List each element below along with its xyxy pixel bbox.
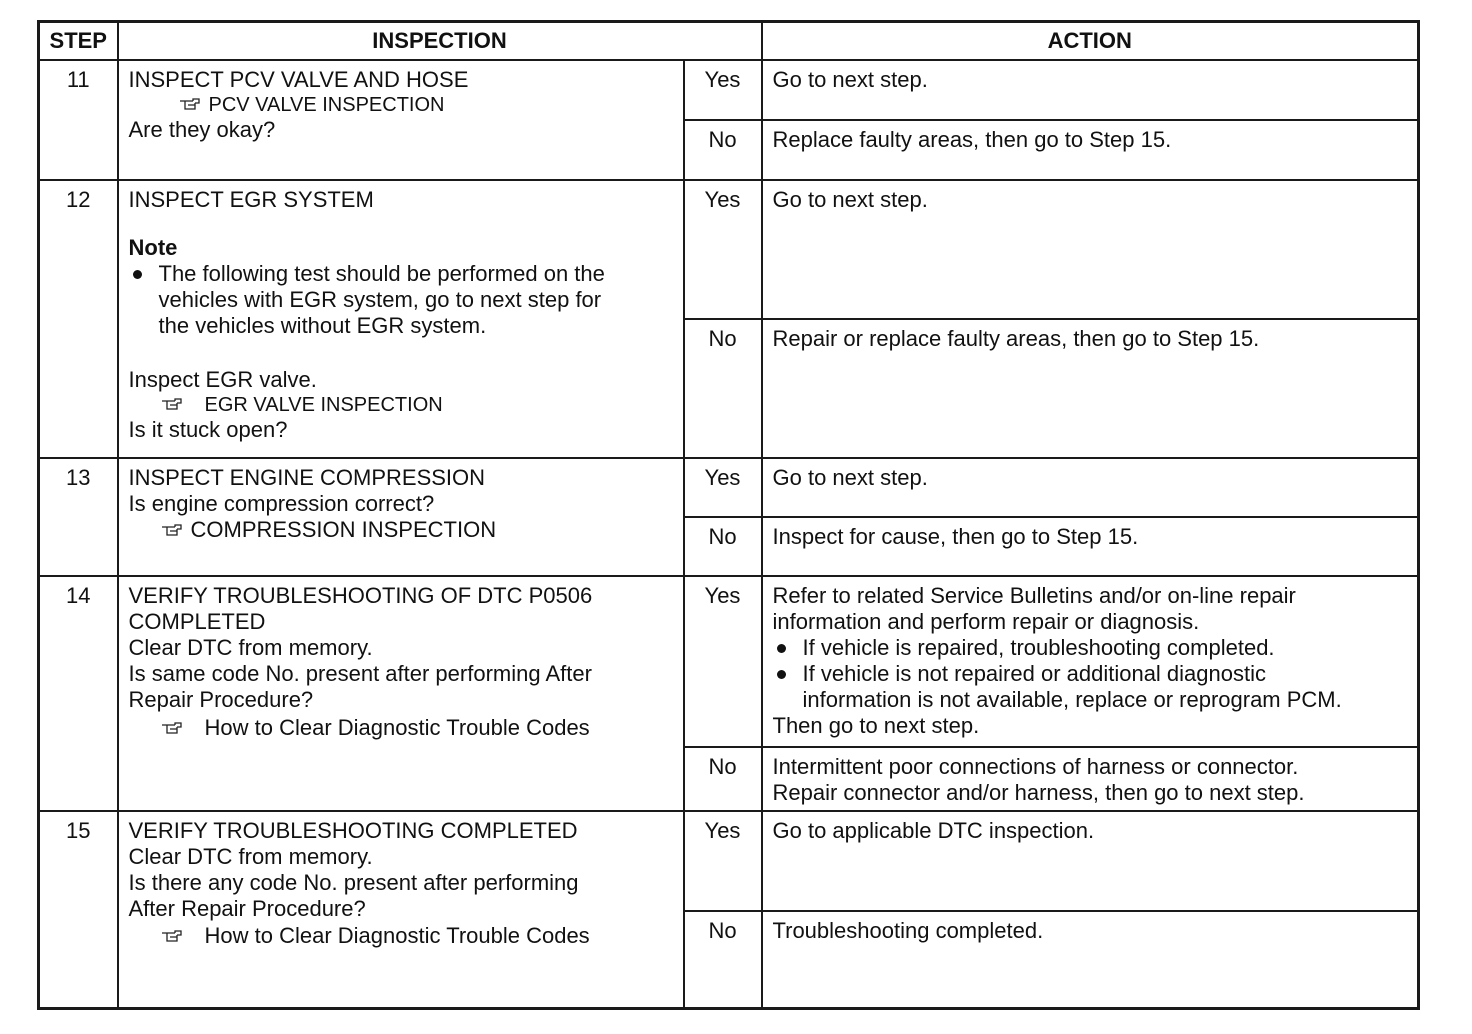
pointing-hand-icon [179,98,201,110]
answer-no: No [684,120,762,180]
step-question: After Repair Procedure? [128,896,366,921]
note-line: The following test should be performed on the [158,261,605,286]
step-instruction: Clear DTC from memory. [128,635,373,660]
header-inspection: INSPECTION [118,22,762,61]
action-line: If vehicle is not repaired or additional diagnostic [802,661,1266,686]
step-inspection [118,576,684,811]
step-title: INSPECT EGR SYSTEM [128,187,374,212]
no-action [762,747,1419,811]
pointing-hand-icon [161,524,183,536]
step-title: INSPECT ENGINE COMPRESSION [128,465,486,490]
answer-yes: Yes [684,576,762,747]
note-title: Note [128,235,178,260]
yes-action [762,576,1419,747]
reference-link [129,517,673,543]
step-question: Is same code No. present after performing After [128,661,592,686]
no-action: Troubleshooting completed. [762,911,1419,1008]
reference-text: COMPRESSION INSPECTION [190,517,497,542]
reference-link [129,713,673,743]
step-14-yes-row [39,576,1419,747]
step-number: 15 [39,811,118,1008]
answer-yes: Yes [684,180,762,319]
note-line: vehicles with EGR system, go to next step for [158,287,602,312]
yes-action: Go to next step. [762,60,1419,120]
step-number: 13 [39,458,118,576]
step-11-yes-row [39,60,1419,120]
step-number: 12 [39,180,118,458]
bullet-icon [777,644,786,653]
step-question: Is there any code No. present after performing [128,870,579,895]
header-action: ACTION [762,22,1419,61]
reference-text: PCV VALVE INSPECTION [208,94,445,116]
answer-yes: Yes [684,60,762,120]
step-number: 14 [39,576,118,811]
no-action: Repair or replace faulty areas, then go to Step 15. [762,319,1419,458]
step-question: Are they okay? [128,117,276,142]
step-inspection [118,811,684,1008]
step-question: Repair Procedure? [128,687,314,712]
reference-link [129,393,673,417]
note-line: the vehicles without EGR system. [158,313,487,338]
answer-no: No [684,517,762,576]
action-bullet [773,635,1408,661]
yes-action: Go to next step. [762,180,1419,319]
action-bullet [773,661,1408,713]
reference-text: How to Clear Diagnostic Trouble Codes [204,715,590,740]
reference-text: EGR VALVE INSPECTION [204,394,443,416]
action-line: If vehicle is repaired, troubleshooting completed. [802,635,1275,660]
no-action: Replace faulty areas, then go to Step 15. [762,120,1419,180]
reference-link [129,922,673,950]
header-step: STEP [39,22,118,61]
step-inspection [118,60,684,180]
answer-no: No [684,747,762,811]
no-action: Inspect for cause, then go to Step 15. [762,517,1419,576]
action-line: information and perform repair or diagnosis. [772,609,1200,634]
bullet-icon [777,670,786,679]
action-line: Intermittent poor connections of harness or connector. [772,754,1299,779]
step-inspection [118,458,684,576]
action-line: Refer to related Service Bulletins and/or on-line repair [772,583,1296,608]
pointing-hand-icon [161,930,183,942]
step-12-yes-row [39,180,1419,319]
header-row [39,22,1419,61]
diagnostic-table [37,20,1420,1010]
pointing-hand-icon [161,398,183,410]
action-line: information is not available, replace or reprogram PCM. [802,687,1342,712]
answer-no: No [684,911,762,1008]
step-title: VERIFY TROUBLESHOOTING OF DTC P0506 [128,583,593,608]
step-title: VERIFY TROUBLESHOOTING COMPLETED [128,818,578,843]
bullet-icon [133,270,142,279]
reference-text: How to Clear Diagnostic Trouble Codes [204,923,590,948]
step-15-yes-row [39,811,1419,911]
answer-yes: Yes [684,811,762,911]
step-title: INSPECT PCV VALVE AND HOSE [128,67,469,92]
pointing-hand-icon [161,722,183,734]
step-inspection [118,180,684,458]
step-title: COMPLETED [128,609,266,634]
reference-link [129,93,673,117]
answer-no: No [684,319,762,458]
step-question: Is engine compression correct? [128,491,435,516]
step-instruction: Clear DTC from memory. [128,844,373,869]
answer-yes: Yes [684,458,762,517]
note-bullet [129,261,673,339]
action-line: Repair connector and/or harness, then go to next step. [772,780,1305,805]
yes-action: Go to applicable DTC inspection. [762,811,1419,911]
step-13-yes-row [39,458,1419,517]
step-number: 11 [39,60,118,180]
step-instruction: Inspect EGR valve. [128,367,317,392]
step-question: Is it stuck open? [128,417,288,442]
action-line: Then go to next step. [772,713,980,738]
yes-action: Go to next step. [762,458,1419,517]
